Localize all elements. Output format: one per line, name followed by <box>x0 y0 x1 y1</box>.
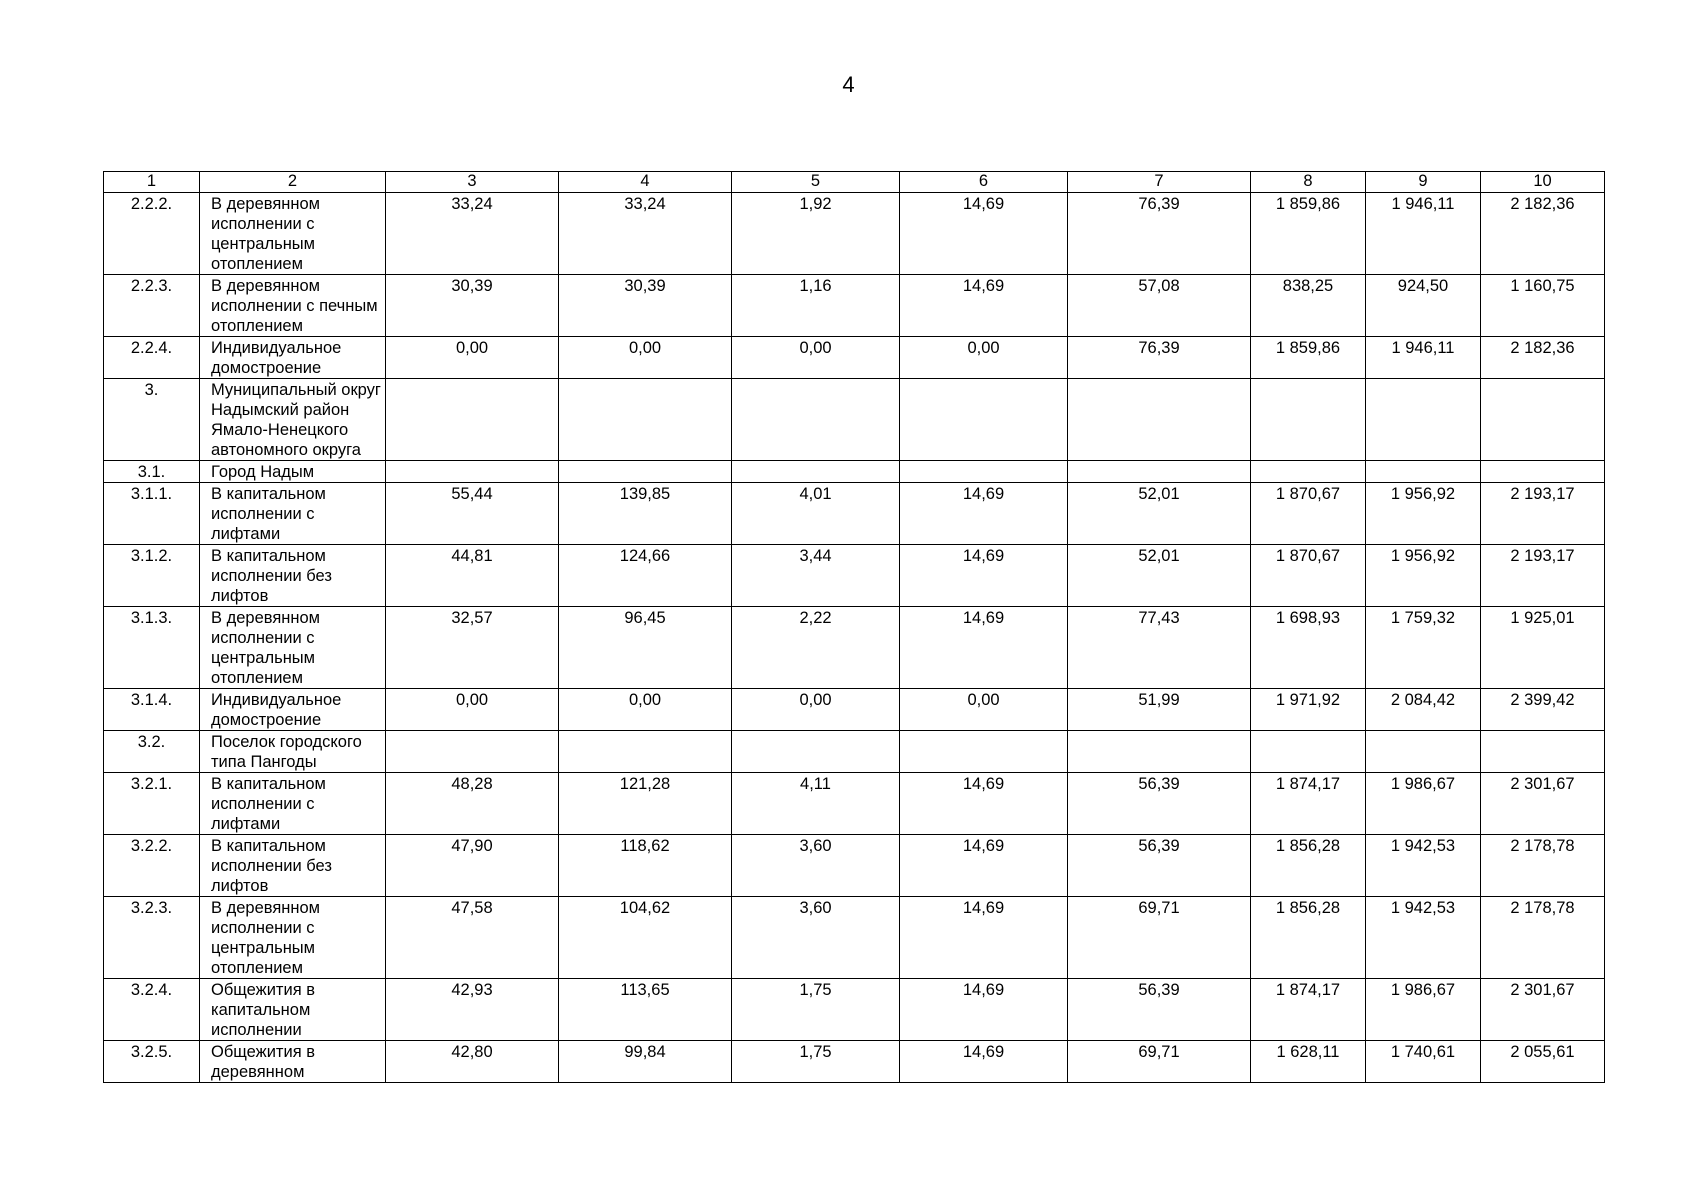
value-cell: 2 399,42 <box>1481 689 1605 731</box>
value-cell: 30,39 <box>386 275 559 337</box>
value-cell: 1 956,92 <box>1366 545 1481 607</box>
value-cell: 1 859,86 <box>1251 193 1366 275</box>
value-cell <box>732 379 900 461</box>
row-number-cell: 3. <box>104 379 200 461</box>
value-cell: 1 740,61 <box>1366 1041 1481 1083</box>
value-cell: 14,69 <box>900 773 1068 835</box>
value-cell: 0,00 <box>900 337 1068 379</box>
value-cell: 14,69 <box>900 607 1068 689</box>
value-cell: 1 698,93 <box>1251 607 1366 689</box>
table-row <box>104 379 1605 461</box>
value-cell: 4,11 <box>732 773 900 835</box>
value-cell: 3,60 <box>732 897 900 979</box>
value-cell <box>1251 379 1366 461</box>
value-cell: 2 055,61 <box>1481 1041 1605 1083</box>
row-number-cell: 2.2.2. <box>104 193 200 275</box>
value-cell: 14,69 <box>900 545 1068 607</box>
value-cell: 77,43 <box>1068 607 1251 689</box>
row-name-cell: В капитальном исполнении без лифтов <box>200 545 386 607</box>
value-cell <box>386 731 559 773</box>
value-cell: 1 870,67 <box>1251 483 1366 545</box>
value-cell: 57,08 <box>1068 275 1251 337</box>
column-header-9: 9 <box>1366 172 1481 193</box>
value-cell: 2 182,36 <box>1481 337 1605 379</box>
value-cell: 30,39 <box>559 275 732 337</box>
value-cell <box>900 379 1068 461</box>
row-number-cell: 3.1.2. <box>104 545 200 607</box>
page-number: 4 <box>842 72 855 97</box>
value-cell: 2 178,78 <box>1481 835 1605 897</box>
value-cell: 1,92 <box>732 193 900 275</box>
row-number-cell: 3.1.1. <box>104 483 200 545</box>
column-header-5: 5 <box>732 172 900 193</box>
value-cell: 1,75 <box>732 1041 900 1083</box>
value-cell: 52,01 <box>1068 545 1251 607</box>
value-cell: 4,01 <box>732 483 900 545</box>
value-cell: 69,71 <box>1068 897 1251 979</box>
value-cell: 1 986,67 <box>1366 979 1481 1041</box>
value-cell <box>559 731 732 773</box>
value-cell: 1 628,11 <box>1251 1041 1366 1083</box>
value-cell <box>386 379 559 461</box>
value-cell: 1 956,92 <box>1366 483 1481 545</box>
row-number-cell: 3.2.4. <box>104 979 200 1041</box>
value-cell: 1,16 <box>732 275 900 337</box>
row-name-cell: В деревянном исполнении с центральным отоплением <box>200 193 386 275</box>
table-row <box>104 607 1605 689</box>
value-cell: 14,69 <box>900 835 1068 897</box>
value-cell: 1 874,17 <box>1251 979 1366 1041</box>
value-cell <box>559 379 732 461</box>
value-cell: 0,00 <box>386 689 559 731</box>
value-cell: 14,69 <box>900 1041 1068 1083</box>
value-cell: 838,25 <box>1251 275 1366 337</box>
value-cell <box>1481 379 1605 461</box>
table-row <box>104 731 1605 773</box>
value-cell: 1 942,53 <box>1366 835 1481 897</box>
value-cell: 48,28 <box>386 773 559 835</box>
row-name-cell: В капитальном исполнении с лифтами <box>200 773 386 835</box>
value-cell: 14,69 <box>900 979 1068 1041</box>
row-name-cell: Индивидуальное домостроение <box>200 689 386 731</box>
value-cell <box>1068 731 1251 773</box>
table-row <box>104 1041 1605 1083</box>
value-cell <box>1068 379 1251 461</box>
row-name-cell: Индивидуальное домостроение <box>200 337 386 379</box>
value-cell: 32,57 <box>386 607 559 689</box>
value-cell: 0,00 <box>559 689 732 731</box>
value-cell: 1 859,86 <box>1251 337 1366 379</box>
value-cell: 14,69 <box>900 897 1068 979</box>
value-cell: 2,22 <box>732 607 900 689</box>
row-name-cell: В деревянном исполнении с центральным отоплением <box>200 897 386 979</box>
value-cell: 3,44 <box>732 545 900 607</box>
value-cell: 76,39 <box>1068 193 1251 275</box>
value-cell: 99,84 <box>559 1041 732 1083</box>
value-cell: 42,80 <box>386 1041 559 1083</box>
header-row <box>104 172 1605 193</box>
value-cell: 1 870,67 <box>1251 545 1366 607</box>
column-header-10: 10 <box>1481 172 1605 193</box>
value-cell: 2 182,36 <box>1481 193 1605 275</box>
value-cell: 52,01 <box>1068 483 1251 545</box>
value-cell: 139,85 <box>559 483 732 545</box>
value-cell <box>1068 461 1251 483</box>
value-cell: 118,62 <box>559 835 732 897</box>
value-cell: 47,90 <box>386 835 559 897</box>
value-cell: 33,24 <box>559 193 732 275</box>
value-cell: 0,00 <box>732 337 900 379</box>
row-name-cell: В деревянном исполнении с печным отоплением <box>200 275 386 337</box>
column-header-8: 8 <box>1251 172 1366 193</box>
value-cell: 56,39 <box>1068 835 1251 897</box>
value-cell: 33,24 <box>386 193 559 275</box>
value-cell: 0,00 <box>386 337 559 379</box>
value-cell: 121,28 <box>559 773 732 835</box>
column-header-3: 3 <box>386 172 559 193</box>
value-cell <box>732 731 900 773</box>
value-cell: 1,75 <box>732 979 900 1041</box>
table-row <box>104 835 1605 897</box>
table-row <box>104 461 1605 483</box>
row-name-cell: В капитальном исполнении без лифтов <box>200 835 386 897</box>
value-cell: 55,44 <box>386 483 559 545</box>
table-row <box>104 545 1605 607</box>
row-name-cell: В деревянном исполнении с центральным отоплением <box>200 607 386 689</box>
value-cell: 1 160,75 <box>1481 275 1605 337</box>
value-cell: 2 193,17 <box>1481 545 1605 607</box>
value-cell <box>1481 461 1605 483</box>
value-cell: 69,71 <box>1068 1041 1251 1083</box>
value-cell: 1 942,53 <box>1366 897 1481 979</box>
table-row <box>104 337 1605 379</box>
table-row <box>104 689 1605 731</box>
value-cell <box>1366 461 1481 483</box>
value-cell: 2 301,67 <box>1481 979 1605 1041</box>
value-cell: 2 178,78 <box>1481 897 1605 979</box>
value-cell <box>900 461 1068 483</box>
table-row <box>104 897 1605 979</box>
row-number-cell: 3.2. <box>104 731 200 773</box>
value-cell: 96,45 <box>559 607 732 689</box>
value-cell <box>559 461 732 483</box>
value-cell: 1 856,28 <box>1251 835 1366 897</box>
value-cell: 76,39 <box>1068 337 1251 379</box>
column-header-2: 2 <box>200 172 386 193</box>
column-header-4: 4 <box>559 172 732 193</box>
value-cell: 1 986,67 <box>1366 773 1481 835</box>
value-cell: 1 946,11 <box>1366 337 1481 379</box>
value-cell: 1 856,28 <box>1251 897 1366 979</box>
value-cell: 113,65 <box>559 979 732 1041</box>
row-number-cell: 3.2.5. <box>104 1041 200 1083</box>
value-cell <box>1251 731 1366 773</box>
value-cell: 2 193,17 <box>1481 483 1605 545</box>
value-cell: 1 946,11 <box>1366 193 1481 275</box>
value-cell: 1 874,17 <box>1251 773 1366 835</box>
value-cell: 104,62 <box>559 897 732 979</box>
tariff-table <box>103 171 1605 1083</box>
table-row <box>104 275 1605 337</box>
value-cell: 14,69 <box>900 483 1068 545</box>
value-cell: 2 084,42 <box>1366 689 1481 731</box>
value-cell <box>1481 731 1605 773</box>
row-number-cell: 2.2.4. <box>104 337 200 379</box>
value-cell <box>900 731 1068 773</box>
value-cell: 124,66 <box>559 545 732 607</box>
row-number-cell: 3.1.4. <box>104 689 200 731</box>
value-cell <box>1251 461 1366 483</box>
value-cell <box>386 461 559 483</box>
value-cell: 0,00 <box>732 689 900 731</box>
row-name-cell: Поселок городского типа Пангоды <box>200 731 386 773</box>
value-cell: 1 971,92 <box>1251 689 1366 731</box>
column-header-6: 6 <box>900 172 1068 193</box>
row-number-cell: 3.2.2. <box>104 835 200 897</box>
value-cell: 14,69 <box>900 193 1068 275</box>
table-row <box>104 193 1605 275</box>
value-cell: 51,99 <box>1068 689 1251 731</box>
value-cell <box>1366 731 1481 773</box>
value-cell: 44,81 <box>386 545 559 607</box>
row-name-cell: В капитальном исполнении с лифтами <box>200 483 386 545</box>
table-body <box>104 193 1605 1083</box>
row-number-cell: 3.1.3. <box>104 607 200 689</box>
table-row <box>104 773 1605 835</box>
column-header-7: 7 <box>1068 172 1251 193</box>
row-name-cell: Общежития в деревянном <box>200 1041 386 1083</box>
value-cell: 47,58 <box>386 897 559 979</box>
value-cell: 2 301,67 <box>1481 773 1605 835</box>
value-cell: 3,60 <box>732 835 900 897</box>
row-name-cell: Муниципальный округ Надымский район Ямало-Ненецкого автономного округа <box>200 379 386 461</box>
row-number-cell: 3.2.3. <box>104 897 200 979</box>
value-cell: 924,50 <box>1366 275 1481 337</box>
value-cell <box>732 461 900 483</box>
value-cell: 56,39 <box>1068 979 1251 1041</box>
table-row <box>104 979 1605 1041</box>
value-cell: 42,93 <box>386 979 559 1041</box>
row-number-cell: 3.1. <box>104 461 200 483</box>
row-number-cell: 2.2.3. <box>104 275 200 337</box>
value-cell: 14,69 <box>900 275 1068 337</box>
row-number-cell: 3.2.1. <box>104 773 200 835</box>
column-header-1: 1 <box>104 172 200 193</box>
value-cell: 0,00 <box>900 689 1068 731</box>
row-name-cell: Город Надым <box>200 461 386 483</box>
value-cell: 1 925,01 <box>1481 607 1605 689</box>
value-cell <box>1366 379 1481 461</box>
value-cell: 0,00 <box>559 337 732 379</box>
value-cell: 1 759,32 <box>1366 607 1481 689</box>
table-row <box>104 483 1605 545</box>
row-name-cell: Общежития в капитальном исполнении <box>200 979 386 1041</box>
value-cell: 56,39 <box>1068 773 1251 835</box>
